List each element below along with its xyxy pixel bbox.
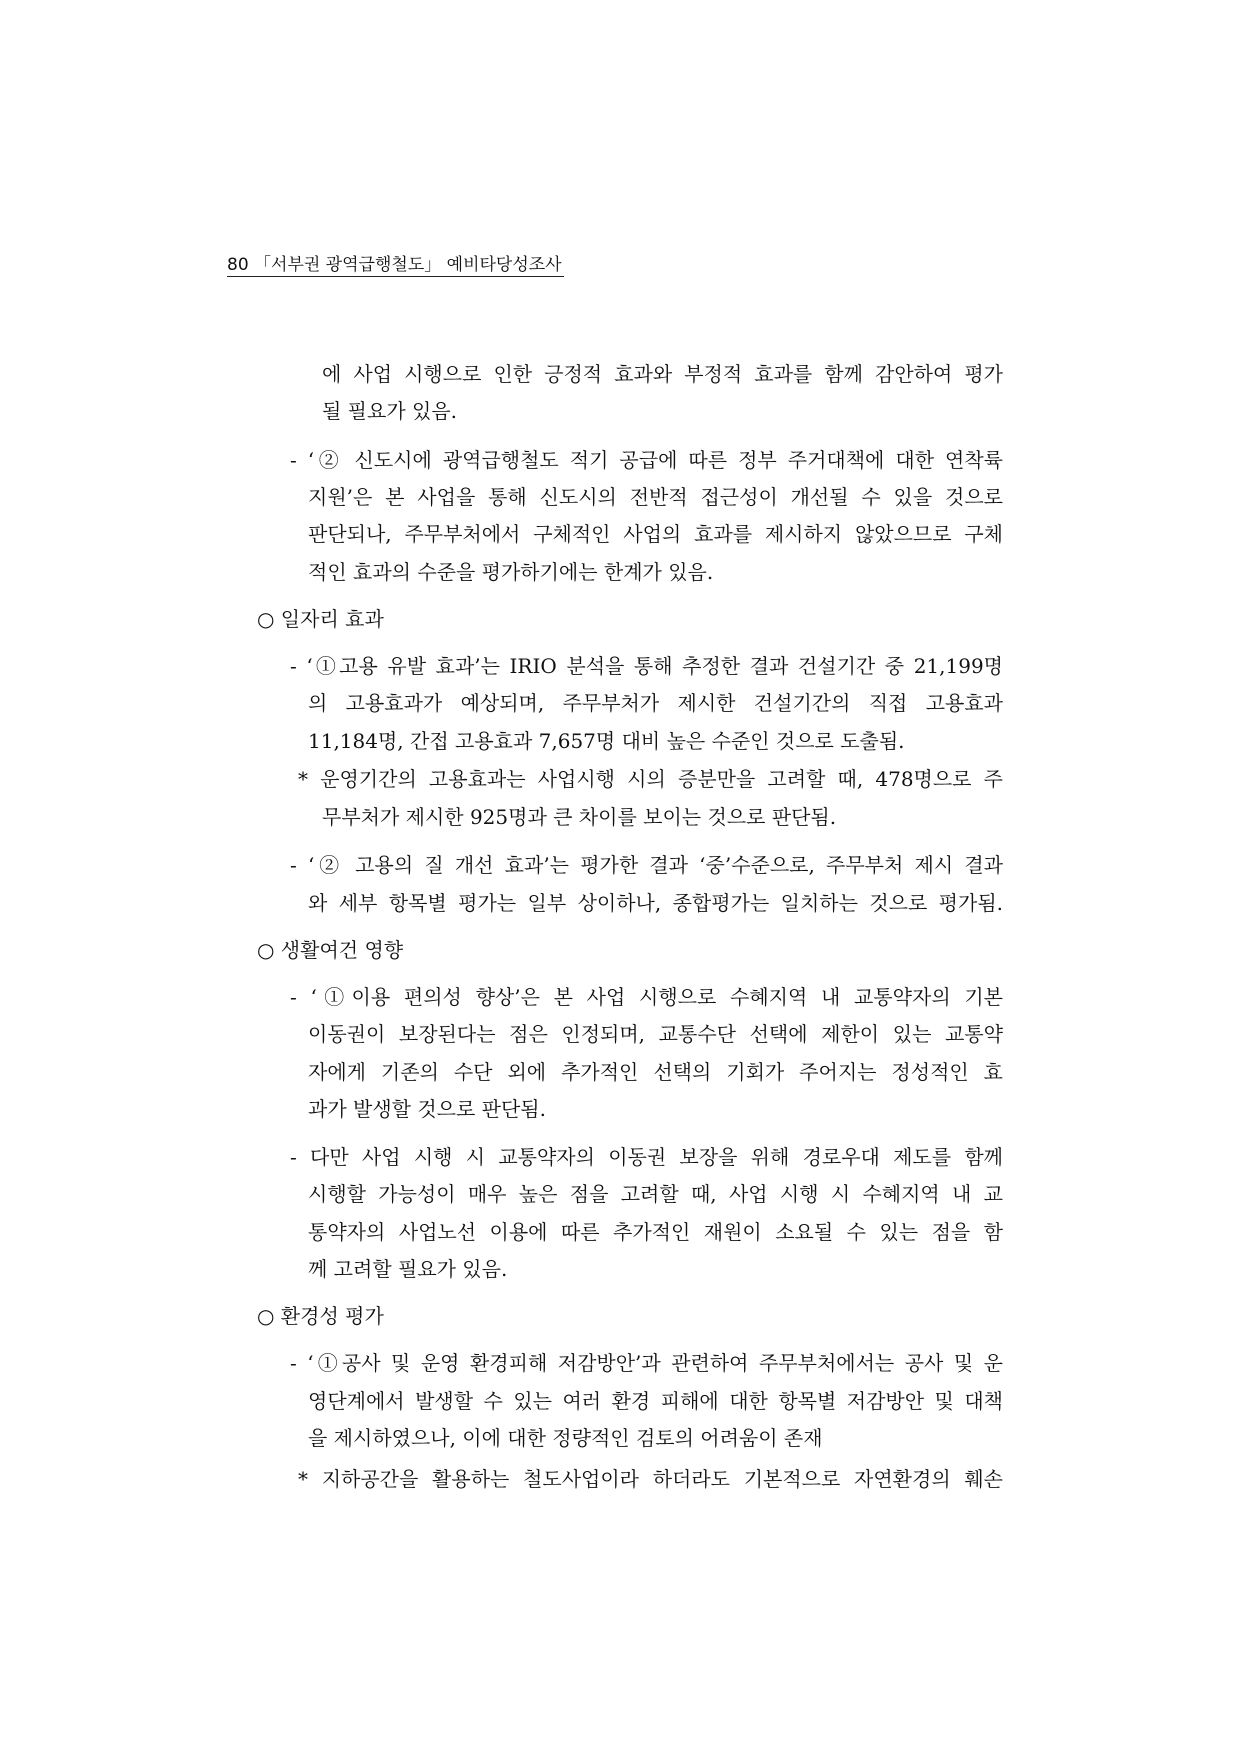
footnote: * 운영기간의 고용효과는 사업시행 시의 증분만을 고려할 때, 478명으로 주	[298, 767, 1003, 791]
text-line: 을 제시하였으나, 이에 대한 정량적인 검토의 어려움이 존재	[308, 1426, 823, 1450]
text-line: 영단계에서 발생할 수 있는 여러 환경 피해에 대한 항목별 저감방안 및 대책	[308, 1389, 1003, 1413]
text-line: 시행할 가능성이 매우 높은 점을 고려할 때, 사업 시행 시 수혜지역 내 교	[308, 1182, 1003, 1206]
text-line: 11,184명, 간접 고용효과 7,657명 대비 높은 수준인 것으로 도출됨.	[308, 729, 905, 753]
text-line: 이동권이 보장된다는 점은 인정되며, 교통수단 선택에 제한이 있는 교통약	[308, 1022, 1003, 1046]
page-header	[227, 250, 562, 275]
list-item: - ‘①공사 및 운영 환경피해 저감방안’과 관련하여 주무부처에서는 공사 및 운	[290, 1351, 1003, 1375]
section-heading: ○ 환경성 평가	[257, 1304, 384, 1328]
text-line: 무부처가 제시한 925명과 큰 차이를 보이는 것으로 판단됨.	[322, 805, 837, 829]
text-line: 통약자의 사업노선 이용에 따른 추가적인 재원이 소요될 수 있는 점을 함	[308, 1220, 1003, 1244]
footnote: * 지하공간을 활용하는 철도사업이라 하더라도 기본적으로 자연환경의 훼손	[298, 1467, 1003, 1491]
section-heading: ○ 일자리 효과	[257, 607, 384, 631]
text-line: 와 세부 항목별 평가는 일부 상이하나, 종합평가는 일치하는 것으로 평가됨.	[308, 891, 1003, 915]
text-line: 께 고려할 필요가 있음.	[308, 1257, 508, 1281]
text-line: 지원’은 본 사업을 통해 신도시의 전반적 접근성이 개선될 수 있을 것으로	[308, 485, 1003, 509]
page-number: 80	[227, 255, 249, 275]
text-line: 판단되나, 주무부처에서 구체적인 사업의 효과를 제시하지 않았으므로 구체	[308, 522, 1003, 546]
list-item: - 다만 사업 시행 시 교통약자의 이동권 보장을 위해 경로우대 제도를 함께	[290, 1145, 1003, 1169]
list-item: - ‘①고용 유발 효과’는 IRIO 분석을 통해 추정한 결과 건설기간 중 21,199명	[290, 654, 1004, 678]
document-title: 「서부권 광역급행철도」 예비타당성조사	[254, 255, 562, 275]
header-rule	[227, 276, 564, 277]
section-heading: ○ 생활여건 영향	[257, 938, 404, 962]
list-item: - ‘①이용 편의성 향상’은 본 사업 시행으로 수혜지역 내 교통약자의 기본	[290, 985, 1003, 1009]
text-line: 적인 효과의 수준을 평가하기에는 한계가 있음.	[308, 560, 714, 584]
list-item: - ‘② 신도시에 광역급행철도 적기 공급에 따른 정부 주거대책에 대한 연착륙	[290, 448, 1003, 472]
text-line: 과가 발생할 것으로 판단됨.	[308, 1097, 546, 1121]
text-line: 될 필요가 있음.	[322, 399, 457, 423]
list-item: - ‘② 고용의 질 개선 효과’는 평가한 결과 ‘중’수준으로, 주무부처 제시 결과	[290, 853, 1003, 877]
text-line: 자에게 기존의 수단 외에 추가적인 선택의 기회가 주어지는 정성적인 효	[308, 1060, 1003, 1084]
text-line: 에 사업 시행으로 인한 긍정적 효과와 부정적 효과를 함께 감안하여 평가	[322, 362, 1003, 386]
text-line: 의 고용효과가 예상되며, 주무부처가 제시한 건설기간의 직접 고용효과	[308, 691, 1003, 715]
